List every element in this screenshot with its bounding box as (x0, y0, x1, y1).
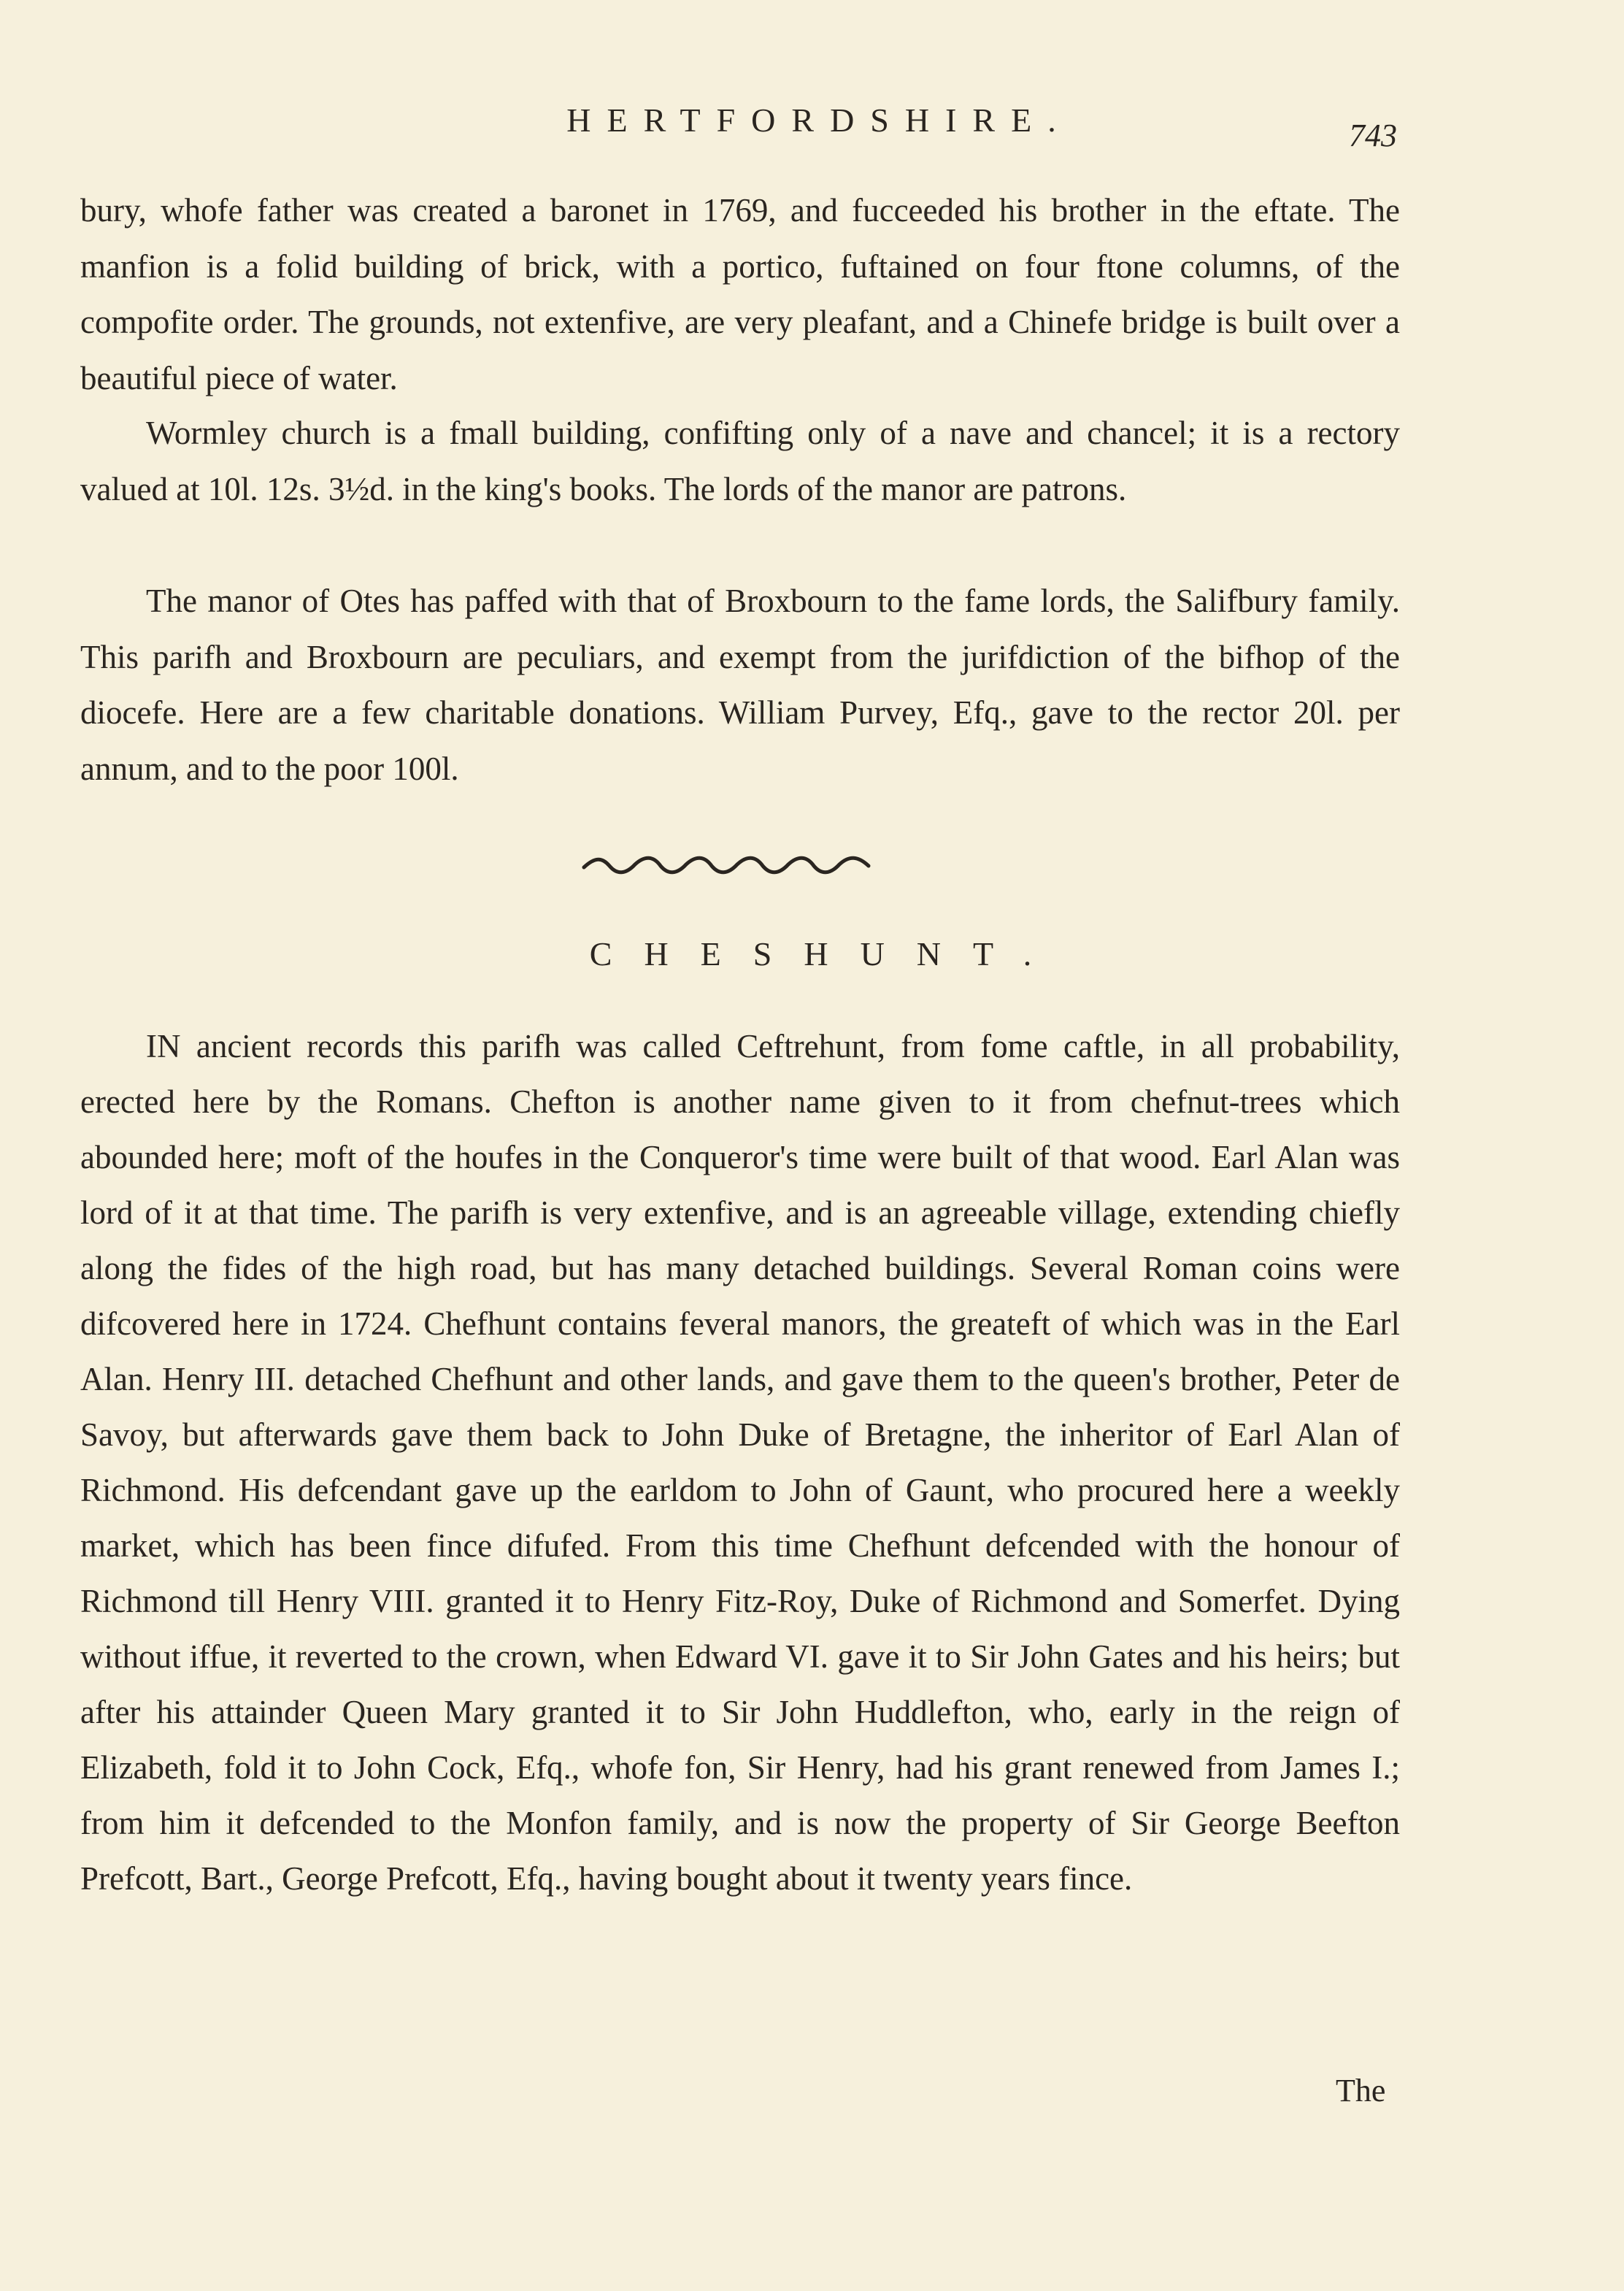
paragraph-wormley-church (80, 405, 1400, 517)
paragraph-text: The manor of Otes has paffed with that of Broxbourn to the fame lords, the Salifbury family. This parifh and Broxbourn are peculiars, and exempt from the jurifdiction of the bifhop of the diocefe. Here are a few charitable donations. William Purvey, Efq., gave to the rector 20l. per annum, and to the poor 100l. (80, 583, 1400, 787)
paragraph-manor-of-otes (80, 573, 1400, 797)
paragraph-text: IN ancient records this parifh was called Ceftrehunt, from fome caftle, in all probability, erected here by the Romans. Chefton is another name given to it from chefnut-trees which abounded here; moft of the houfes in the Conqueror's time were built of that wood. Earl Alan was lord of it at that time. The parifh is very extenfive, and is an agreeable village, extending chiefly along the fides of the high road, but has many detached buildings. Several Roman coins were difcovered here in 1724. Chefhunt contains feveral manors, the greateft of which was in the Earl Alan. Henry III. detached Chefhunt and other lands, and gave them to the queen's brother, Peter de Savoy, but afterwards gave them back to John Duke of Bretagne, the inheritor of Earl Alan of Richmond. His defcendant gave up the earldom to John of Gaunt, who procured here a weekly market, which has been fince difufed. From this time Chefhunt defcended with the honour of Richmond till Henry VIII. granted it to Henry Fitz-Roy, Duke of Richmond and Somerfet. Dying without iffue, it reverted to the crown, when Edward VI. gave it to Sir John Gates and his heirs; but after his attainder Queen Mary granted it to Sir John Huddlefton, who, early in the reign of Elizabeth, fold it to John Cock, Efq., whofe fon, Sir Henry, had his grant renewed from James I.; from him it defcended to the Monfon family, and is now the property of Sir George Beefton Prefcott, Bart., George Prefcott, Efq., having bought about it twenty years fince. (80, 1028, 1400, 1897)
page-number: 743 (1349, 118, 1397, 153)
paragraph-text: bury, whofe father was created a baronet in 1769, and fucceeded his brother in the eftate. The manfion is a folid building of brick, with a portico, fuftained on four ftone columns, of the compofite order. The grounds, not extenfive, are very pleafant, and a Chinefe bridge is built over a beautiful piece of water. (80, 192, 1400, 396)
paragraph-estate (80, 183, 1400, 406)
section-body (80, 1018, 1400, 1906)
section-title: CHESHUNT. (589, 935, 1064, 972)
paragraph-text: Wormley church is a fmall building, confifting only of a nave and chancel; it is a rectory valued at 10l. 12s. 3½d. in the king's books. The lords of the manor are patrons. (80, 415, 1400, 507)
running-title: HERTFORDSHIRE. (566, 101, 1072, 139)
wave-ornament-icon (580, 854, 872, 876)
catchword: The (1336, 2073, 1386, 2108)
